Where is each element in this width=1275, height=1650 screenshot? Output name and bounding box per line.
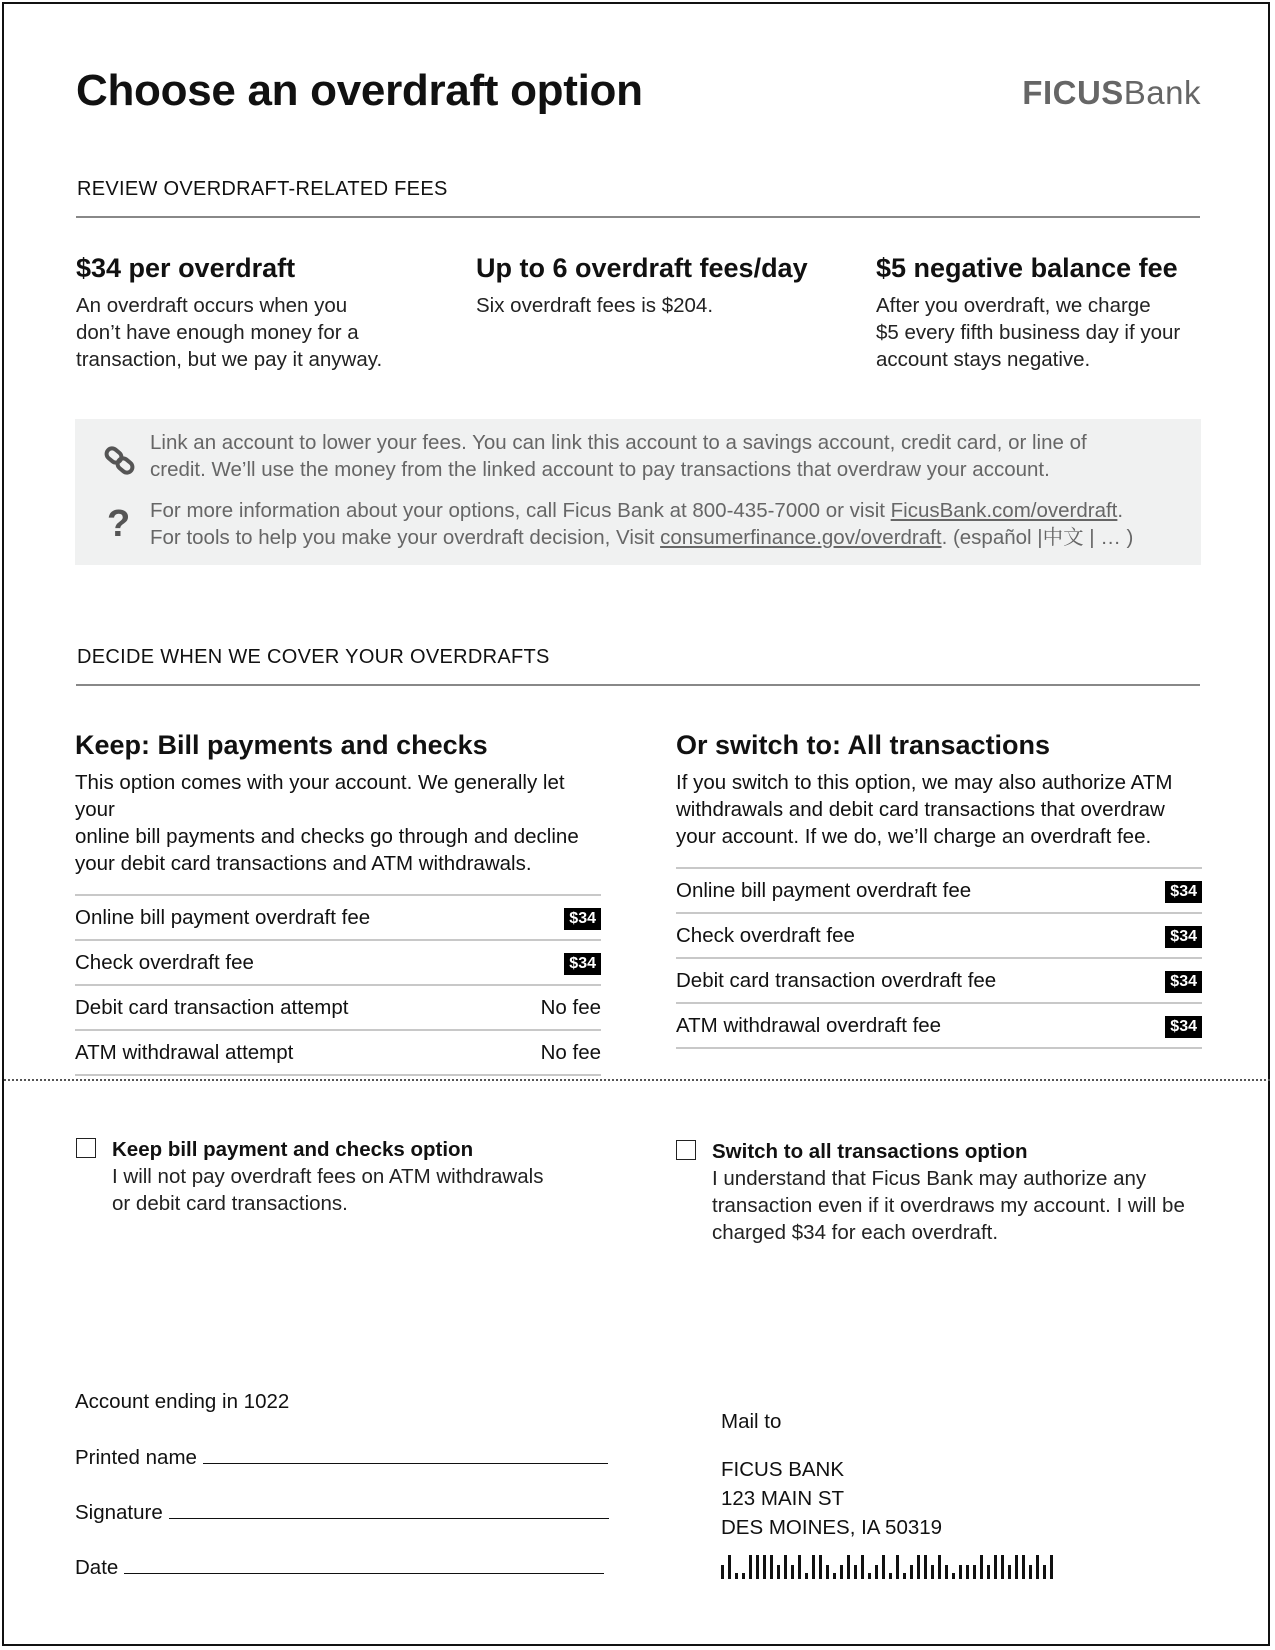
question-icon: ? <box>107 503 131 545</box>
fee-desc-line: transaction, but we pay it anyway. <box>76 348 383 371</box>
fee-label: Check overdraft fee <box>75 940 512 985</box>
desc-line: your debit card transactions and ATM withdrawals. <box>75 852 532 875</box>
account-ending: Account ending in 1022 <box>75 1390 290 1413</box>
mail-to-label: Mail to <box>721 1410 782 1433</box>
ficusbank-overdraft-link[interactable]: FicusBank.com/overdraft <box>890 499 1118 522</box>
text-line: I understand that Ficus Bank may authorize any <box>712 1167 1147 1190</box>
fee-value: No fee <box>512 1030 601 1075</box>
switch-fee-table <box>676 867 1202 1049</box>
desc-line: This option comes with your account. We generally let your <box>75 771 565 821</box>
link-account-text <box>150 429 1087 483</box>
tear-line <box>4 1079 1270 1081</box>
switch-option-heading: Or switch to: All transactions <box>676 730 1051 760</box>
fee-card-negative-balance <box>876 253 1236 373</box>
fee-desc-line: An overdraft occurs when you <box>76 294 348 317</box>
switch-option-text <box>712 1165 1216 1246</box>
table-row <box>676 868 1202 913</box>
info-line: For more information about your options, call Ficus Bank at 800-435-7000 or visit <box>150 499 891 522</box>
text-line: or debit card transactions. <box>112 1192 348 1215</box>
switch-option-checkbox[interactable] <box>676 1140 696 1160</box>
table-row <box>75 895 601 940</box>
table-row <box>676 1003 1202 1048</box>
page-title: Choose an overdraft option <box>76 66 643 115</box>
link-icon <box>103 444 137 483</box>
address-line: DES MOINES, IA 50319 <box>721 1516 943 1539</box>
fee-desc <box>876 292 1236 373</box>
desc-line: withdrawals and debit card transactions that overdraw <box>676 798 1165 821</box>
divider <box>76 684 1200 686</box>
ficus-bank-logo <box>1022 74 1201 112</box>
fee-badge: $34 <box>564 908 601 930</box>
desc-line: your account. If we do, we’ll charge an overdraft fee. <box>676 825 1152 848</box>
date-row <box>75 1555 604 1580</box>
mailing-address <box>721 1455 942 1542</box>
decide-section-label: DECIDE WHEN WE COVER YOUR OVERDRAFTS <box>77 646 550 668</box>
info-box <box>75 419 1201 565</box>
address-line: 123 MAIN ST <box>721 1487 845 1510</box>
cfpb-overdraft-link[interactable]: consumerfinance.gov/overdraft <box>660 526 942 549</box>
info-line: . <box>1117 499 1124 522</box>
switch-option-desc <box>676 769 1202 850</box>
fee-desc-line: Six overdraft fees is $204. <box>476 294 714 317</box>
switch-option-choice <box>676 1138 1216 1246</box>
fee-label: ATM withdrawal overdraft fee <box>676 1003 1148 1048</box>
switch-option-panel <box>676 730 1202 1049</box>
printed-name-label: Printed name <box>75 1446 197 1469</box>
keep-option-heading: Keep: Bill payments and checks <box>75 730 488 760</box>
table-row <box>676 913 1202 958</box>
table-row <box>75 940 601 985</box>
more-info-text <box>150 497 1133 551</box>
table-row <box>75 1030 601 1075</box>
table-row <box>75 985 601 1030</box>
switch-option-title: Switch to all transactions option <box>712 1140 1028 1163</box>
info-line: Link an account to lower your fees. You can link this account to a savings account, credit card, or line of <box>150 431 1087 454</box>
fee-label: ATM withdrawal attempt <box>75 1030 512 1075</box>
fee-badge: $34 <box>1165 881 1202 903</box>
fee-badge: $34 <box>1165 926 1202 948</box>
date-label: Date <box>75 1556 119 1579</box>
fee-badge: $34 <box>1165 971 1202 993</box>
text-line: I will not pay overdraft fees on ATM withdrawals <box>112 1165 544 1188</box>
keep-option-text <box>112 1163 596 1217</box>
logo-bold: FICUS <box>1022 74 1124 111</box>
fee-badge: $34 <box>1165 1016 1202 1038</box>
fee-card-per-overdraft <box>76 253 436 373</box>
address-line: FICUS BANK <box>721 1458 845 1481</box>
fee-badge: $34 <box>564 953 601 975</box>
keep-option-panel <box>75 730 601 1076</box>
keep-option-choice <box>76 1136 596 1217</box>
keep-option-title: Keep bill payment and checks option <box>112 1138 474 1161</box>
info-line: For tools to help you make your overdraft decision, Visit <box>150 526 661 549</box>
date-field[interactable] <box>124 1555 604 1574</box>
signature-field[interactable] <box>169 1500 609 1519</box>
logo-light: Bank <box>1123 74 1201 111</box>
printed-name-field[interactable] <box>203 1445 608 1464</box>
fee-label: Online bill payment overdraft fee <box>676 868 1148 913</box>
printed-name-row <box>75 1445 608 1470</box>
fee-heading: $5 negative balance fee <box>876 253 1178 283</box>
signature-label: Signature <box>75 1501 163 1524</box>
desc-line: online bill payments and checks go through and decline <box>75 825 579 848</box>
fee-desc-line: don’t have enough money for a <box>76 321 359 344</box>
fee-desc-line: account stays negative. <box>876 348 1091 371</box>
fee-label: Debit card transaction overdraft fee <box>676 958 1148 1003</box>
text-line: transaction even if it overdraws my account. I will be <box>712 1194 1185 1217</box>
fee-desc-line: After you overdraft, we charge <box>876 294 1151 317</box>
postal-barcode <box>721 1555 1053 1579</box>
keep-option-desc <box>75 769 601 877</box>
fee-desc <box>76 292 436 373</box>
fee-value: No fee <box>512 985 601 1030</box>
fees-section-label: REVIEW OVERDRAFT-RELATED FEES <box>77 178 448 200</box>
text-line: charged $34 for each overdraft. <box>712 1221 999 1244</box>
fee-heading: Up to 6 overdraft fees/day <box>476 253 808 283</box>
fee-label: Debit card transaction attempt <box>75 985 512 1030</box>
keep-fee-table <box>75 894 601 1076</box>
table-row <box>676 958 1202 1003</box>
fee-desc <box>476 292 836 319</box>
info-line: credit. We’ll use the money from the linked account to pay transactions that overdraw your account. <box>150 458 1050 481</box>
fee-desc-line: $5 every fifth business day if your <box>876 321 1181 344</box>
divider <box>76 216 1200 218</box>
fee-card-per-day <box>476 253 836 319</box>
signature-row <box>75 1500 609 1525</box>
fee-label: Check overdraft fee <box>676 913 1148 958</box>
keep-option-checkbox[interactable] <box>76 1138 96 1158</box>
desc-line: If you switch to this option, we may also authorize ATM <box>676 771 1173 794</box>
info-line: . (español |中文 | … ) <box>941 526 1134 549</box>
fee-label: Online bill payment overdraft fee <box>75 895 512 940</box>
fee-heading: $34 per overdraft <box>76 253 296 283</box>
